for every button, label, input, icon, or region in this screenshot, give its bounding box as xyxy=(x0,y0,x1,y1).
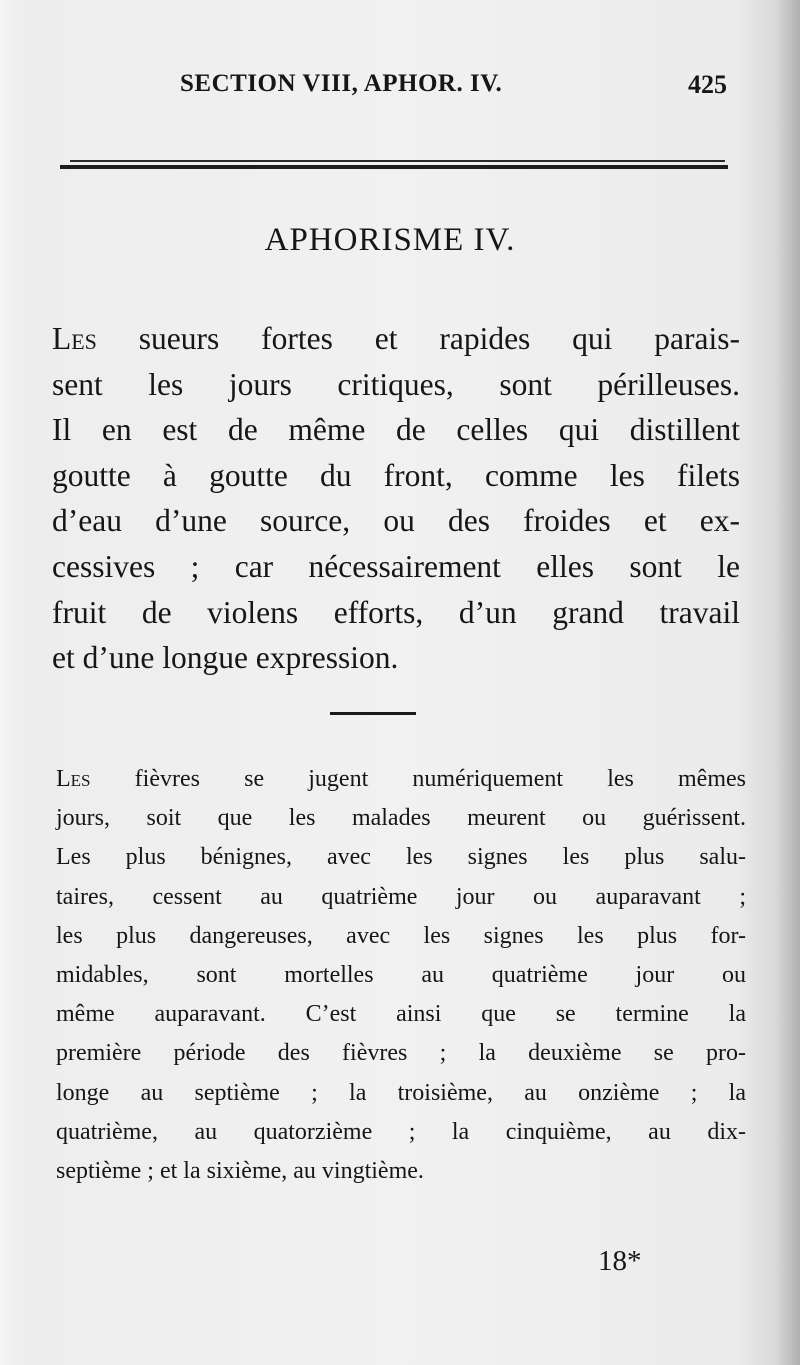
aphorism-line: d’eau d’une source, ou des froides et ex- xyxy=(52,503,740,539)
aphorism-line xyxy=(52,316,740,362)
aphorism-line: sent les jours critiques, sont périlleuses. xyxy=(52,366,740,402)
commentary-line: midables, sont mortelles au quatrième jour ou xyxy=(56,962,746,989)
aphorism-line: cessives ; car nécessairement elles sont le xyxy=(52,548,740,584)
running-head: SECTION VIII, APHOR. IV. xyxy=(180,70,503,97)
aphorism-line: et d’une longue expression. xyxy=(52,640,399,676)
header-rule xyxy=(60,158,728,176)
commentary-text xyxy=(56,760,746,1191)
commentary-line: même auparavant. C’est ainsi que se termine la xyxy=(56,1001,746,1028)
page-number: 425 xyxy=(688,70,727,99)
commentary-line: longe au septième ; la troisième, au onzième ; la xyxy=(56,1079,746,1106)
commentary-line-text: fièvres se jugent numériquement les mêmes xyxy=(90,766,746,792)
commentary-line: première période des fièvres ; la deuxième se pro- xyxy=(56,1040,746,1067)
commentary-lead-word: Les xyxy=(56,766,91,792)
aphorism-line-text: sueurs fortes et rapides qui parais- xyxy=(96,321,740,356)
header-rule-thin xyxy=(70,160,725,162)
aphorism-line: fruit de violens efforts, d’un grand travail xyxy=(52,594,740,630)
signature-mark: 18* xyxy=(598,1245,642,1277)
aphorism-title xyxy=(0,222,800,259)
header-rule-thick xyxy=(60,165,728,169)
aphorism-line: Il en est de même de celles qui distillent xyxy=(52,412,740,448)
commentary-line: les plus dangereuses, avec les signes les plus for- xyxy=(56,922,746,949)
commentary-line: quatrième, au quatorzième ; la cinquième, au dix- xyxy=(56,1118,746,1145)
commentary-line: taires, cessent au quatrième jour ou auparavant ; xyxy=(56,883,746,910)
commentary-line: septième ; et la sixième, au vingtième. xyxy=(56,1158,424,1185)
aphorism-lead-word: Les xyxy=(52,321,97,356)
aphorism-line: goutte à goutte du front, comme les filets xyxy=(52,457,740,493)
commentary-line: jours, soit que les malades meurent ou guérissent. xyxy=(56,805,746,832)
aphorism-title-text: APHORISME IV. xyxy=(264,222,516,258)
aphorism-text xyxy=(52,316,740,681)
section-divider xyxy=(330,712,416,715)
commentary-line xyxy=(56,760,746,799)
commentary-line: Les plus bénignes, avec les signes les plus salu- xyxy=(56,844,746,871)
